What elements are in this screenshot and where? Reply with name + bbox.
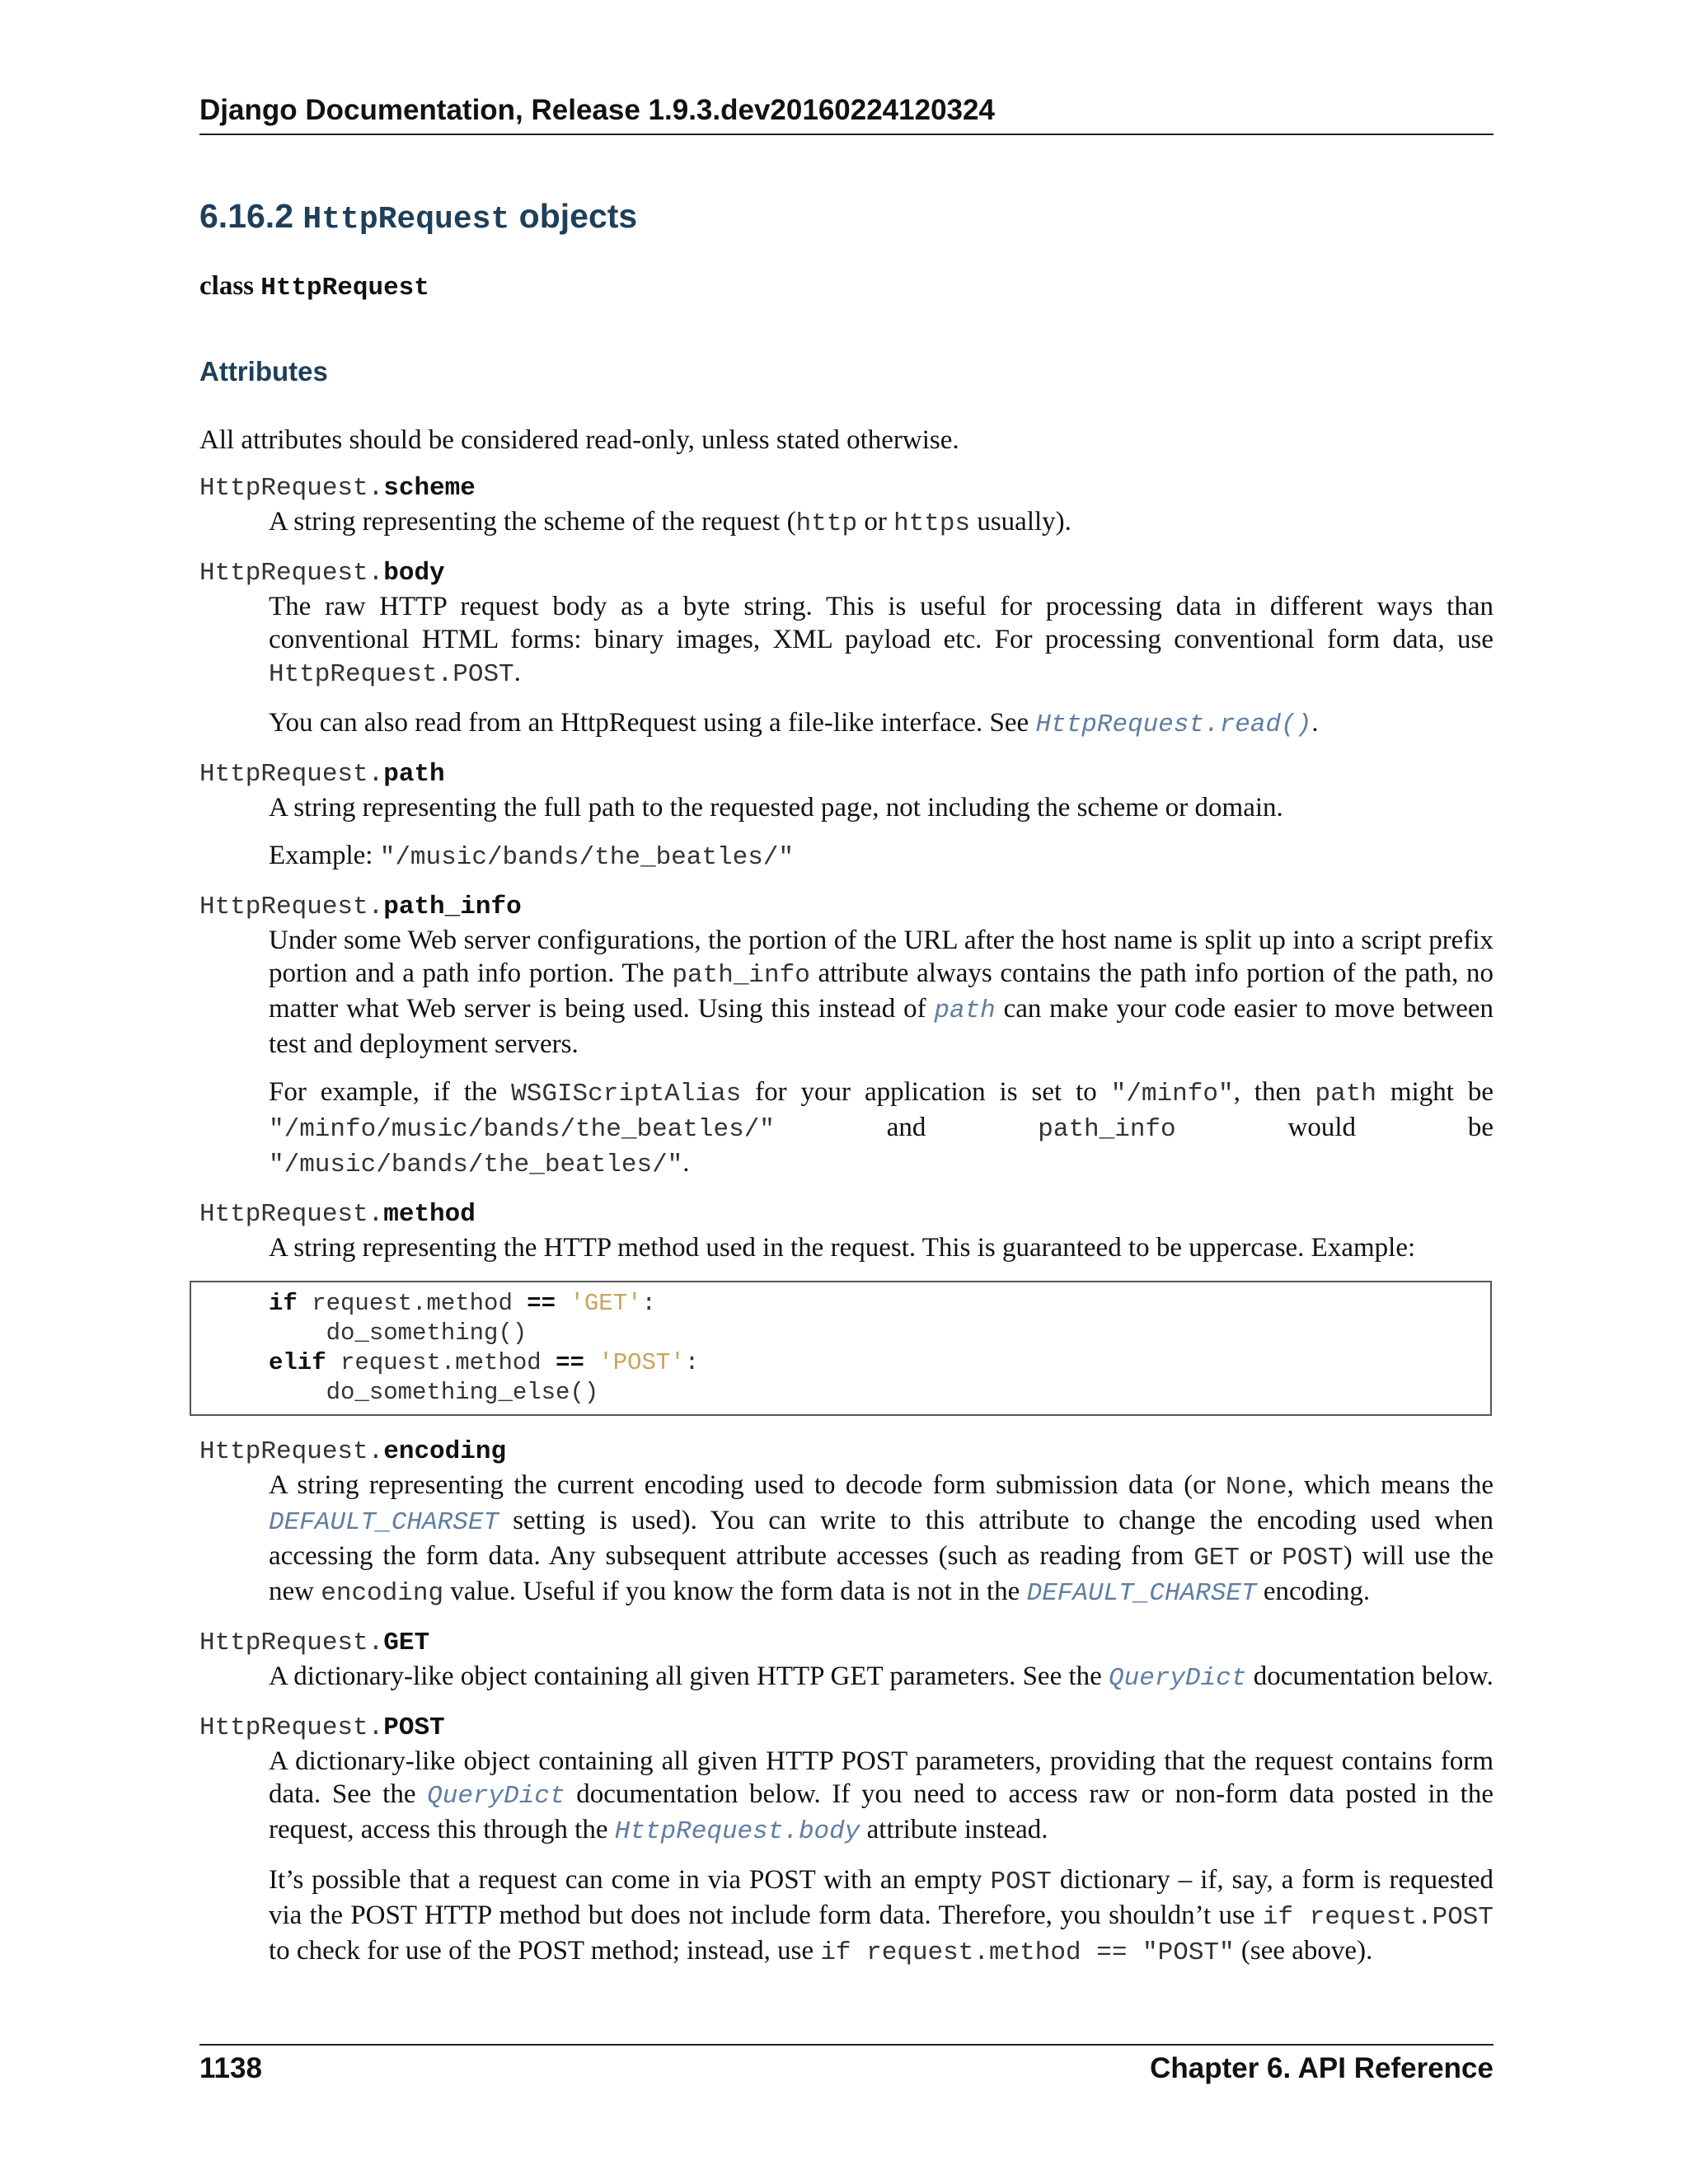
code-line: if request.method == 'GET':	[269, 1290, 656, 1317]
paragraph: A string representing the scheme of the request (http or https usually).	[269, 507, 1071, 538]
attr-body	[199, 557, 1493, 742]
attr-name: body	[383, 559, 445, 588]
section-word: objects	[518, 197, 638, 235]
chapter-title: Chapter 6. API Reference	[1150, 2052, 1493, 2084]
link-default-charset[interactable]: DEFAULT_CHARSET	[269, 1508, 499, 1537]
attr-signature: HttpRequest.method	[199, 1200, 476, 1229]
attr-name: GET	[383, 1629, 430, 1657]
attr-name: path	[383, 760, 445, 789]
link-default-charset[interactable]: DEFAULT_CHARSET	[1026, 1579, 1257, 1608]
attr-signature: HttpRequest.scheme	[199, 474, 476, 503]
page-number: 1138	[199, 2052, 262, 2084]
section-heading	[199, 193, 637, 243]
code-line: do_something()	[269, 1319, 528, 1347]
paragraph: You can also read from an HttpRequest using a file-like interface. See HttpRequest.read().	[269, 708, 1319, 739]
attr-post	[199, 1712, 1493, 1970]
paragraph: Under some Web server configurations, the portion of the URL after the host name is split up into a script prefix portion and a path info portion. The path_info attribute always contains the path info portion of the path, no matter what Web server is being used. Using this instead of path can make your code easier to move between test and deployment servers.	[269, 926, 1494, 1059]
attr-description	[269, 1469, 1493, 1610]
paragraph: A string representing the full path to the requested page, not including the scheme or domain.	[269, 793, 1283, 823]
class-keyword: class	[199, 271, 254, 301]
section-code: HttpRequest	[302, 202, 510, 237]
attr-description	[269, 924, 1493, 1182]
class-name: HttpRequest	[260, 274, 429, 302]
attr-description	[269, 791, 1493, 874]
code-line: elif request.method == 'POST':	[269, 1349, 700, 1376]
paragraph: A dictionary-like object containing all given HTTP GET parameters. See the QueryDict documentation below.	[269, 1661, 1493, 1693]
attr-description	[269, 1231, 1493, 1264]
subsection-heading: Attributes	[199, 356, 328, 387]
attr-signature: HttpRequest.GET	[199, 1629, 430, 1657]
class-signature	[199, 268, 429, 307]
code-line: do_something_else()	[269, 1379, 599, 1406]
link-querydict[interactable]: QueryDict	[427, 1782, 565, 1811]
attr-signature: HttpRequest.path	[199, 760, 445, 789]
attr-description	[269, 1660, 1493, 1695]
intro-text: All attributes should be considered read-only, unless stated otherwise.	[199, 425, 959, 455]
paragraph: It’s possible that a request can come in via POST with an empty POST dictionary – if, say, a form is requested via the POST HTTP method but does not include form data. Therefore, you shouldn’t use if request.POST to check for use of the POST method; instead, use if request.method == "POST" (see above).	[269, 1865, 1494, 1967]
paragraph: For example, if the WSGIScriptAlias for your application is set to "/minfo", then path might be "/minfo/music/bands/the_beatles/" and path_info would be "/music/bands/the_beatles/".	[269, 1077, 1494, 1179]
attr-get	[199, 1627, 1493, 1695]
paragraph: Example: "/music/bands/the_beatles/"	[269, 841, 795, 872]
attr-description	[269, 590, 1493, 742]
running-header: Django Documentation, Release 1.9.3.dev20160224120324	[199, 92, 1493, 135]
link-httprequest-read[interactable]: HttpRequest.read()	[1035, 710, 1312, 739]
attr-path-info	[199, 891, 1493, 1182]
attr-signature: HttpRequest.encoding	[199, 1437, 507, 1466]
attr-name: POST	[383, 1713, 445, 1742]
running-footer	[199, 2044, 1493, 2087]
link-httprequest-body[interactable]: HttpRequest.body	[614, 1817, 860, 1846]
attr-name: path_info	[383, 893, 522, 921]
link-querydict[interactable]: QueryDict	[1109, 1664, 1247, 1693]
attr-signature: HttpRequest.path_info	[199, 893, 522, 921]
paragraph: A string representing the HTTP method used in the request. This is guaranteed to be uppercase. Example:	[269, 1233, 1416, 1263]
attr-encoding	[199, 1436, 1493, 1610]
attr-name: encoding	[383, 1437, 507, 1466]
link-path[interactable]: path	[934, 996, 996, 1025]
attr-description	[269, 1745, 1493, 1970]
attr-path	[199, 758, 1493, 874]
paragraph: A string representing the current encoding used to decode form submission data (or None, which means the DEFAULT_CHARSET setting is used). You can write to this attribute to change the encoding used when accessing the form data. Any subsequent attribute accesses (such as reading from GET or POST) will use the new encoding value. Useful if you know the form data is not in the DEFAULT_CHARSET encoding.	[269, 1470, 1493, 1608]
attr-name: scheme	[383, 474, 476, 503]
attr-signature: HttpRequest.body	[199, 559, 445, 588]
paragraph: A dictionary-like object containing all given HTTP POST parameters, providing that the request contains form data. See the QueryDict documentation below. If you need to access raw or non-form data posted in the request, access this through the HttpRequest.body attribute instead.	[269, 1746, 1493, 1846]
attribute-list	[199, 472, 1493, 1986]
code-block	[190, 1281, 1492, 1416]
attr-signature: HttpRequest.POST	[199, 1713, 445, 1742]
attr-description	[269, 505, 1493, 541]
attr-method	[199, 1198, 1493, 1264]
attr-scheme	[199, 472, 1493, 541]
paragraph: The raw HTTP request body as a byte string. This is useful for processing data in different ways than conventional HTML forms: binary images, XML payload etc. For processing conventional form data, use HttpRequest.POST.	[269, 592, 1493, 689]
attr-name: method	[383, 1200, 476, 1229]
section-number: 6.16.2	[199, 197, 293, 235]
